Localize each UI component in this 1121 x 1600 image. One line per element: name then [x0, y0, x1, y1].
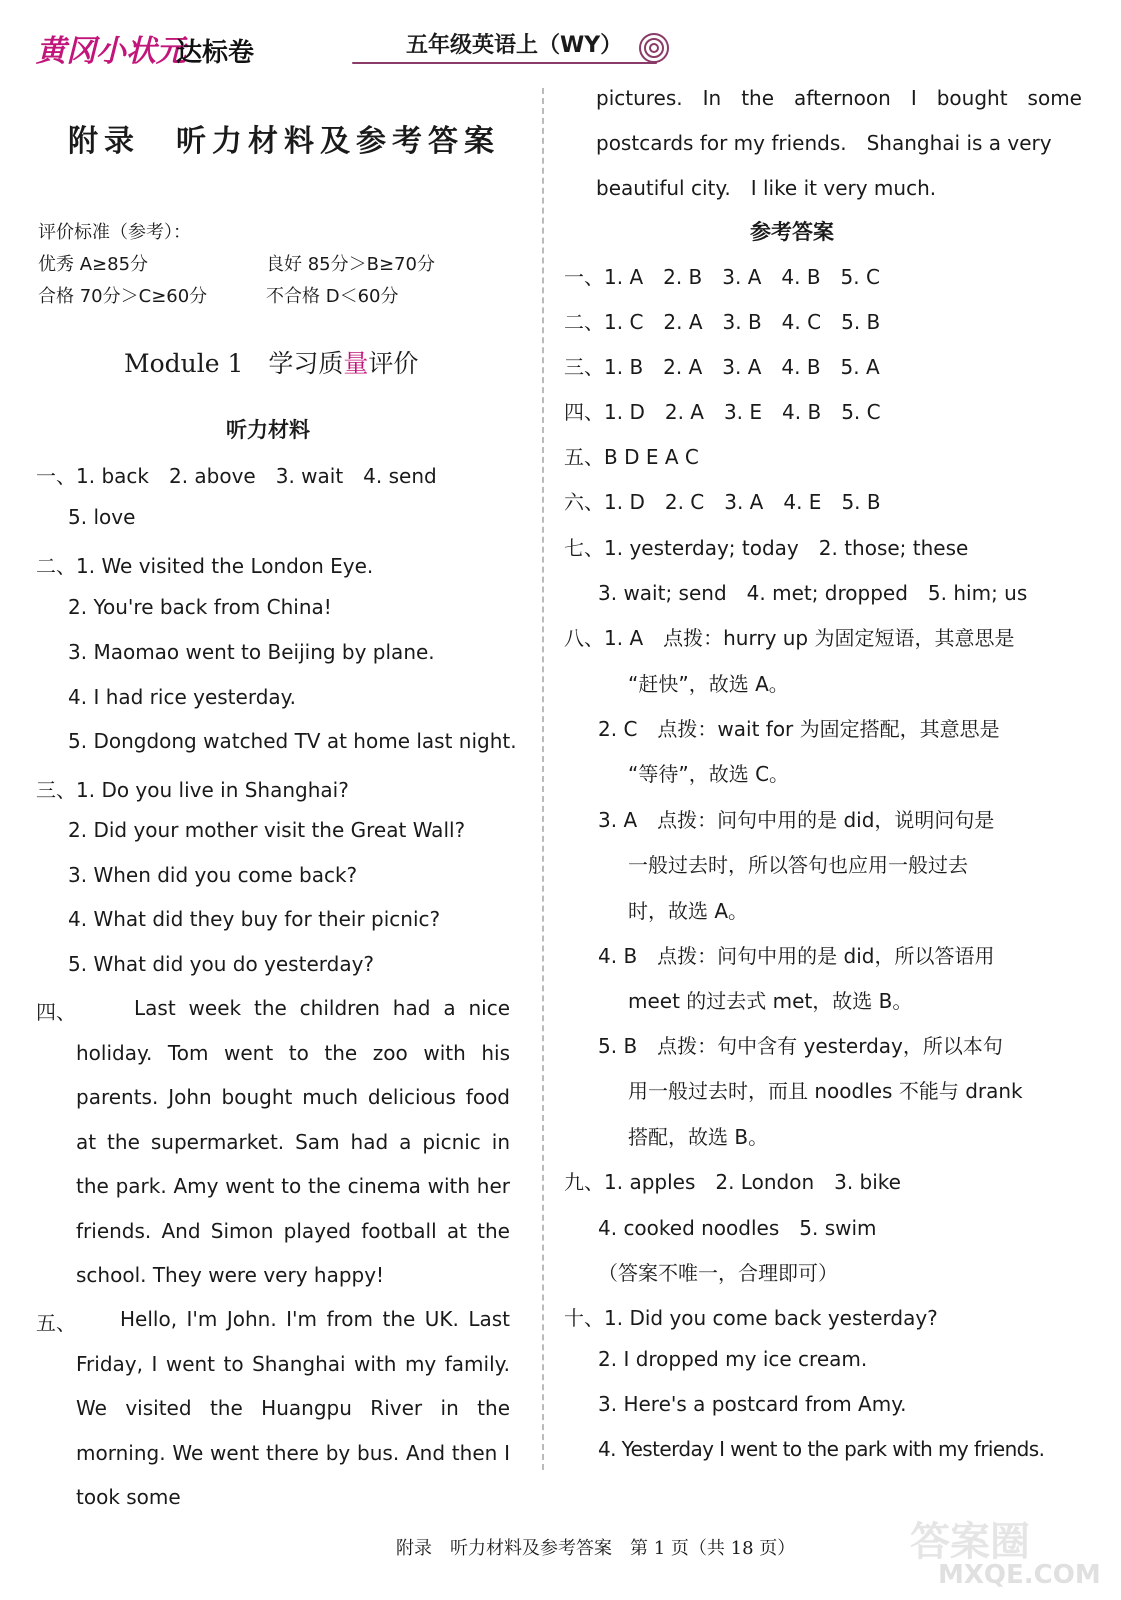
left-line: 一、1. back 2. above 3. wait 4. send [36, 464, 437, 488]
series-name: 达标卷 [176, 38, 255, 68]
answer-line: （答案不唯一，合理即可） [598, 1261, 838, 1285]
answer-line: 九、1. apples 2. London 3. bike [564, 1170, 901, 1194]
section-four-label: 四、 [36, 1000, 76, 1024]
answer-line: 三、1. B 2. A 3. A 4. B 5. A [564, 355, 880, 379]
answer-line: 3. A 点拨：问句中用的是 did，说明问句是 [598, 808, 995, 832]
answer-line: 六、1. D 2. C 3. A 4. E 5. B [564, 490, 881, 514]
answer-line: 搭配，故选 B。 [628, 1125, 769, 1149]
listening-title: 听力材料 [226, 418, 310, 442]
column-divider [542, 88, 544, 1470]
left-line: 2. Did your mother visit the Great Wall? [68, 818, 466, 842]
answer-line: 时，故选 A。 [628, 899, 749, 923]
criteria-fail: 不合格 D＜60分 [266, 286, 399, 307]
answer-line: 四、1. D 2. A 3. E 4. B 5. C [564, 400, 881, 424]
answer-line: 2. I dropped my ice cream. [598, 1347, 868, 1371]
page-title: 附录 听力材料及参考答案 [68, 124, 500, 159]
section-five-passage: Hello, I'm John. I'm from the UK. Last Friday, I went to Shanghai with my family. We visited the Huangpu River in the morning. We went there by bus. And then I took some [76, 1307, 510, 1509]
answer-line: 二、1. C 2. A 3. B 4. C 5. B [564, 310, 881, 334]
left-line: 4. What did they buy for their picnic? [68, 907, 441, 931]
header-rule [352, 62, 657, 64]
left-line: 3. When did you come back? [68, 863, 358, 887]
answers-title: 参考答案 [750, 220, 834, 244]
answer-line: 2. C 点拨：wait for 为固定搭配，其意思是 [598, 717, 1000, 741]
passage-continued: pictures. In the afternoon I bought some [596, 86, 1082, 110]
brand-logo: 黄冈小状元 [36, 34, 186, 69]
left-line: 二、1. We visited the London Eye. [36, 554, 374, 578]
answer-line: 一、1. A 2. B 3. A 4. B 5. C [564, 265, 880, 289]
watermark-logo: 答案圈 [910, 1519, 1030, 1565]
criteria-heading: 评价标准（参考）： [38, 222, 191, 243]
criteria-good: 良好 85分＞B≥70分 [266, 254, 435, 275]
left-line: 5. Dongdong watched TV at home last night. [68, 729, 517, 753]
answer-line: 八、1. A 点拨：hurry up 为固定短语，其意思是 [564, 626, 1015, 650]
left-line: 5. love [68, 505, 136, 529]
module-title-highlight: 量 [343, 349, 369, 378]
answer-line: meet 的过去式 met，故选 B。 [628, 989, 913, 1013]
answer-line: 5. B 点拨：句中含有 yesterday，所以本句 [598, 1034, 1003, 1058]
page-footer: 附录 听力材料及参考答案 第 1 页（共 18 页） [396, 1538, 796, 1559]
module-title-text: Module 1 学习质 [124, 349, 344, 378]
section-four-passage: Last week the children had a nice holiday. Tom went to the zoo with his parents. John bought much delicious food at the supermarket. Sam had a picnic in the park. Amy went to the cinema with her friends. And Simon played football at the school. They were very happy! [76, 996, 510, 1287]
answer-line: 4. B 点拨：问句中用的是 did，所以答语用 [598, 944, 995, 968]
criteria-pass: 合格 70分＞C≥60分 [38, 286, 208, 307]
module-title-end: 评价 [368, 349, 419, 378]
left-line: 5. What did you do yesterday? [68, 952, 375, 976]
left-line: 2. You're back from China! [68, 595, 332, 619]
passage-continued: beautiful city. I like it very much. [596, 176, 937, 200]
watermark-url: MXQE.COM [938, 1560, 1101, 1590]
answer-line: 用一般过去时，而且 noodles 不能与 drank [628, 1079, 1023, 1103]
spiral-ornament-icon [636, 30, 672, 66]
answer-line: “赶快”，故选 A。 [628, 672, 789, 696]
answer-line: 一般过去时，所以答句也应用一般过去 [628, 853, 968, 877]
answer-line: 4. Yesterday I went to the park with my friends. [598, 1437, 1045, 1461]
section-five-label: 五、 [36, 1311, 76, 1335]
left-line: 4. I had rice yesterday. [68, 685, 296, 709]
left-line: 三、1. Do you live in Shanghai? [36, 778, 349, 802]
answer-line: 3. wait; send 4. met; dropped 5. him; us [598, 581, 1028, 605]
answer-line: “等待”，故选 C。 [628, 762, 790, 786]
module-title [124, 344, 418, 380]
answer-line: 4. cooked noodles 5. swim [598, 1216, 877, 1240]
grade-label: 五年级英语上（WY） [406, 33, 623, 58]
answer-line: 十、1. Did you come back yesterday? [564, 1306, 938, 1330]
criteria-excellent: 优秀 A≥85分 [38, 254, 149, 275]
left-line: 3. Maomao went to Beijing by plane. [68, 640, 435, 664]
answer-line: 七、1. yesterday; today 2. those; these [564, 536, 969, 560]
answer-line: 3. Here's a postcard from Amy. [598, 1392, 907, 1416]
passage-continued: postcards for my friends. Shanghai is a very [596, 131, 1052, 155]
answer-line: 五、B D E A C [564, 445, 699, 469]
